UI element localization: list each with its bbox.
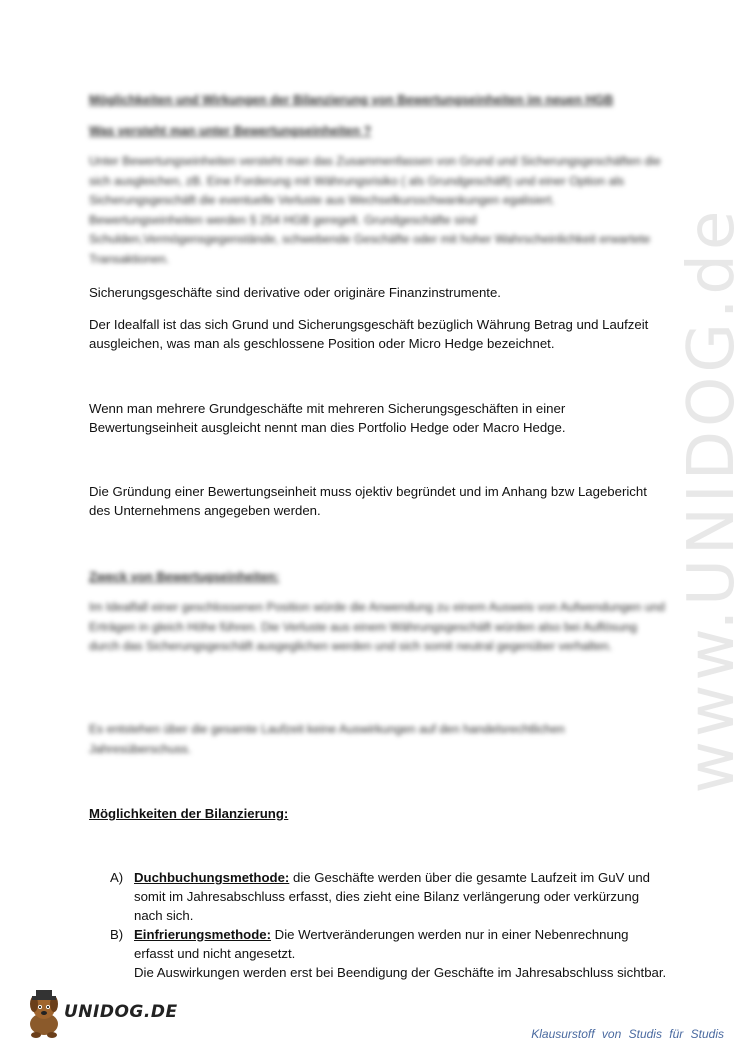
footer-tagline: Klausurstoff von Studis für Studis <box>531 1027 724 1041</box>
list-item-body <box>134 868 670 925</box>
watermark-text: www.UNIDOG.de <box>675 206 749 794</box>
dog-mascot-icon <box>22 988 70 1042</box>
list-marker: A) <box>110 870 124 885</box>
list-item-term: Einfrierungsmethode: <box>134 927 272 942</box>
document-title: Möglichkeiten und Wirkungen der Bilanzierung von Bewertungseinheiten im neuen HGB <box>89 93 614 107</box>
list-item <box>110 925 670 982</box>
paragraph-instruments: Sicherungsgeschäfte sind derivative oder originäre Finanzinstrumente. <box>89 285 501 300</box>
list-marker: B) <box>110 927 124 942</box>
intro-paragraph: Unter Bewertungseinheiten versteht man das Zusammenfassen von Grund und Sicherungsgeschäften die sich ausgleichen, zB. Eine Forderung mit Währungsrisiko ( als Grundgeschäft) und einer Option als Sicherungsgeschäft die eventuelle Verluste aus Wechselkursschwankungen egalisiert. Bewertungseinheiten werden § 254 HGB geregelt. Grundgeschäfte sind Schulden,Vermögensgegenstände, schwebende Geschäfte oder mit hoher Wahrscheinlichkeit erwartete Transaktionen. <box>89 154 661 266</box>
list-item-text: die Geschäfte werden über die gesamte Laufzeit im GuV und somit im Jahresabschluss erfasst, dies zieht eine Bilanz verlängerung oder verkürzung nach sich. <box>134 870 650 923</box>
section-heading: Möglichkeiten der Bilanzierung: <box>89 806 289 821</box>
question-heading: Was versteht man unter Bewertungseinheiten ? <box>89 124 372 138</box>
list-item-extra: Die Auswirkungen werden erst bei Beendigung der Geschäfte im Jahresabschluss sichtbar. <box>134 965 667 980</box>
purpose-paragraph: Im Idealfall einer geschlossenen Position würde die Anwendung zu einem Ausweis von Aufwendungen und Erträgen in gleich Höhe führen. Die Verluste aus einem Währungsgeschäft würden also bei Auflösung durch das Sicherungsgeschäft ausgeglichen werden und sich somit neutral gegenüber verhalten. <box>89 600 665 653</box>
list-item <box>110 868 670 925</box>
paragraph-documentation: Die Gründung einer Bewertungseinheit muss ojektiv begründet und im Anhang bzw Lagebericht des Unternehmens angegeben werden. <box>89 484 647 518</box>
logo-text: UNIDOG.DE <box>64 1002 178 1022</box>
list-item-text: Die Wertveränderungen werden nur in einer Nebenrechnung erfasst und nicht angesetzt. <box>134 927 629 961</box>
accounting-methods-list <box>110 868 670 982</box>
list-item-term: Duchbuchungsmethode: <box>134 870 290 885</box>
list-item-body <box>134 925 670 982</box>
effect-paragraph: Es entstehen über die gesamte Laufzeit keine Auswirkungen auf den handelsrechtlichen Jahresüberschuss. <box>89 722 565 756</box>
purpose-heading: Zweck von Bewertugseinheiten: <box>89 570 280 584</box>
unidog-logo <box>22 988 178 1044</box>
paragraph-macro-hedge: Wenn man mehrere Grundgeschäfte mit mehreren Sicherungsgeschäften in einer Bewertungseinheit ausgleicht nennt man dies Portfolio Hedge oder Macro Hedge. <box>89 401 566 435</box>
paragraph-micro-hedge: Der Idealfall ist das sich Grund und Sicherungsgeschäft bezüglich Währung Betrag und Laufzeit ausgleichen, was man als geschlossene Position oder Micro Hedge bezeichnet. <box>89 317 649 351</box>
